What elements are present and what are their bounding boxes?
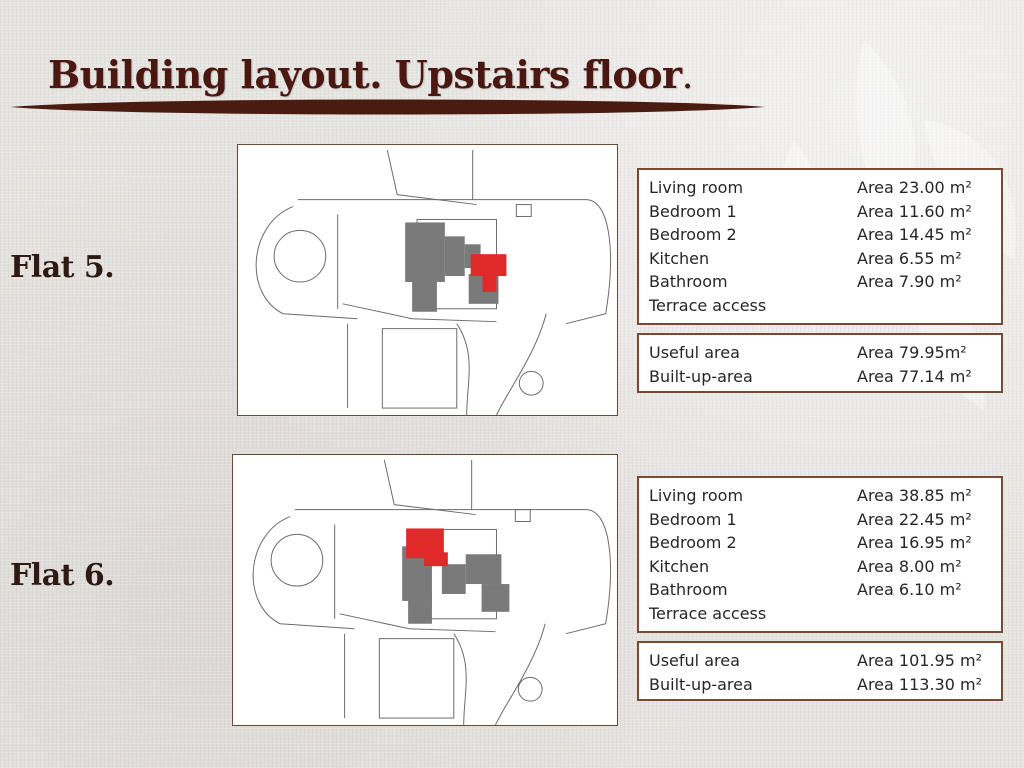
total-name: Useful area bbox=[649, 651, 740, 670]
total-area: Area 77.14 m² bbox=[857, 366, 972, 386]
total-row bbox=[649, 649, 991, 673]
room-row bbox=[649, 223, 991, 247]
flat-6-label: Flat 6. bbox=[10, 558, 115, 593]
flat-6-rooms-box bbox=[637, 476, 1003, 633]
total-row bbox=[649, 341, 991, 365]
room-area: Area 6.10 m² bbox=[857, 580, 962, 600]
total-name: Useful area bbox=[649, 343, 740, 362]
room-row bbox=[649, 294, 991, 318]
floor-plan-drawing bbox=[238, 145, 617, 415]
total-row bbox=[649, 365, 991, 389]
room-area: Area 7.90 m² bbox=[857, 272, 962, 292]
room-area bbox=[857, 294, 991, 318]
total-area: Area 79.95m² bbox=[857, 343, 967, 362]
room-name: Bedroom 2 bbox=[649, 533, 737, 553]
page-title: Building layout. Upstairs floor. bbox=[48, 52, 694, 97]
flat-5-totals-box bbox=[637, 333, 1003, 393]
room-area: Area 14.45 m² bbox=[857, 225, 972, 245]
floor-plan-drawing bbox=[233, 455, 617, 725]
flat-5-label: Flat 5. bbox=[10, 250, 115, 285]
room-row bbox=[649, 247, 991, 271]
room-row bbox=[649, 270, 991, 294]
title-underline bbox=[10, 96, 765, 118]
total-area: Area 113.30 m² bbox=[857, 674, 982, 694]
room-row bbox=[649, 555, 991, 579]
flat-6-totals-box bbox=[637, 641, 1003, 701]
total-area: Area 101.95 m² bbox=[857, 651, 982, 670]
room-name: Terrace access bbox=[649, 603, 767, 623]
room-name: Bedroom 1 bbox=[649, 509, 737, 529]
room-row bbox=[649, 531, 991, 555]
room-name: Living room bbox=[649, 486, 744, 505]
room-name: Bathroom bbox=[649, 580, 728, 600]
room-row bbox=[649, 200, 991, 224]
room-row bbox=[649, 578, 991, 602]
room-area: Area 6.55 m² bbox=[857, 248, 962, 268]
room-area: Area 22.45 m² bbox=[857, 509, 972, 529]
room-row bbox=[649, 602, 991, 626]
room-name: Kitchen bbox=[649, 248, 710, 268]
room-area: Area 16.95 m² bbox=[857, 533, 972, 553]
room-name: Bathroom bbox=[649, 272, 728, 292]
room-area: Area 38.85 m² bbox=[857, 486, 972, 505]
room-area: Area 11.60 m² bbox=[857, 201, 972, 221]
room-name: Terrace access bbox=[649, 295, 767, 315]
room-area bbox=[857, 602, 991, 626]
flat-5-rooms-box bbox=[637, 168, 1003, 325]
total-name: Built-up-area bbox=[649, 366, 753, 386]
room-row bbox=[649, 176, 991, 200]
room-area: Area 23.00 m² bbox=[857, 178, 972, 197]
total-name: Built-up-area bbox=[649, 674, 753, 694]
flat-6-floor-plan bbox=[232, 454, 618, 726]
room-name: Kitchen bbox=[649, 556, 710, 576]
room-row bbox=[649, 508, 991, 532]
room-name: Living room bbox=[649, 178, 744, 197]
total-row bbox=[649, 673, 991, 697]
room-name: Bedroom 1 bbox=[649, 201, 737, 221]
room-name: Bedroom 2 bbox=[649, 225, 737, 245]
room-area: Area 8.00 m² bbox=[857, 556, 962, 576]
flat-5-floor-plan bbox=[237, 144, 618, 416]
room-row bbox=[649, 484, 991, 508]
